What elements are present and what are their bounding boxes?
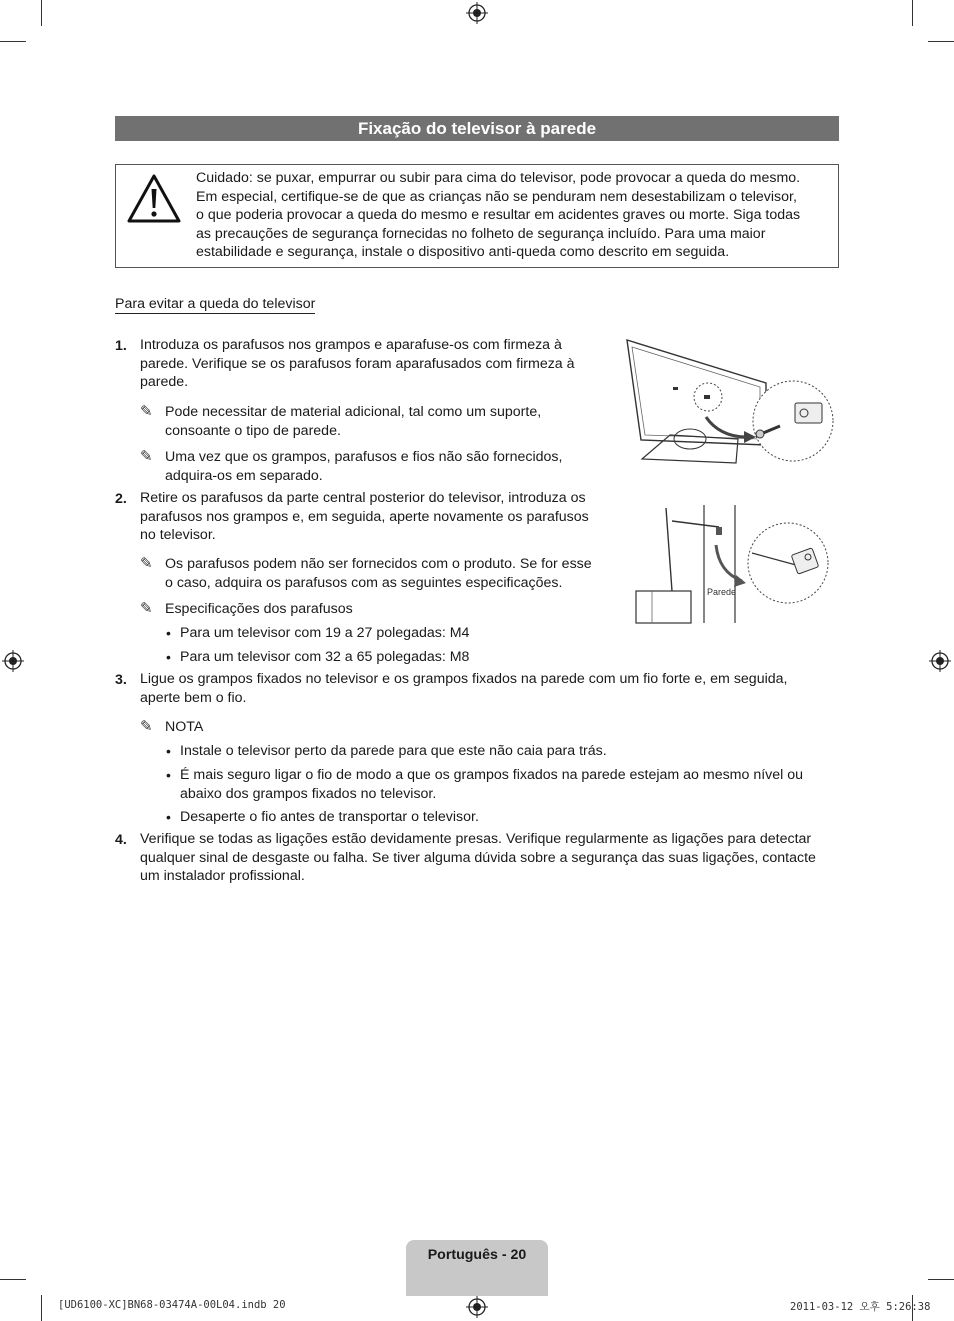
- note-text: Uma vez que os grampos, parafusos e fios não são fornecidos, adquira-os em separado.: [165, 449, 563, 484]
- warning-icon: [126, 173, 182, 225]
- bullet: •: [166, 809, 171, 825]
- subheading: Para evitar a queda do televisor: [115, 296, 316, 312]
- step-text: Verifique se todas as ligações estão devidamente presas. Verifique regularmente as ligações para detectar qualquer sinal de desgaste ou falha. Se tiver alguma dúvida sobre a segurança das suas ligações, contacte um instalador profissional.: [140, 831, 816, 885]
- caution-text: [196, 169, 826, 262]
- pencil-note-icon: ✎: [140, 718, 153, 735]
- note-text: NOTA: [165, 719, 204, 735]
- step-number: 4.: [115, 832, 127, 848]
- bullet: •: [166, 625, 171, 641]
- step-text: Introduza os parafusos nos grampos e aparafuse-os com firmeza à parede. Verifique se os parafusos foram aparafusados com firmeza à parede.: [140, 337, 575, 391]
- bullet: •: [166, 649, 171, 665]
- step-number: 3.: [115, 672, 127, 688]
- bullet: •: [166, 743, 171, 759]
- caution-line: as precauções de segurança fornecidas no folheto de segurança incluído. Para uma maior: [196, 225, 766, 242]
- crop-mark: [41, 0, 42, 26]
- step-text: Retire os parafusos da parte central posterior do televisor, introduza os parafusos nos grampos e, em seguida, aperte novamente os parafusos no televisor.: [140, 490, 589, 544]
- registration-mark-icon: [466, 2, 488, 24]
- registration-mark-icon: [466, 1296, 488, 1318]
- caution-line: o que poderia provocar a queda do mesmo e resultar em acidentes graves ou morte. Siga todas: [196, 207, 801, 224]
- caution-label: Cuidado: [196, 170, 249, 186]
- registration-mark-icon: [2, 650, 24, 672]
- wall-label: Parede: [707, 587, 737, 597]
- list-item: Para um televisor com 19 a 27 polegadas: M4: [180, 625, 470, 641]
- pencil-note-icon: ✎: [140, 403, 153, 420]
- caution-line: estabilidade e segurança, instale o dispositivo anti-queda como descrito em seguida.: [196, 244, 730, 261]
- pencil-note-icon: ✎: [140, 555, 153, 572]
- caution-line: : se puxar, empurrar ou subir para cima do televisor, pode provocar a queda do mesmo.: [248, 170, 801, 186]
- list-item: Instale o televisor perto da parede para que este não caia para trás.: [180, 743, 607, 759]
- note-text: Especificações dos parafusos: [165, 601, 353, 617]
- crop-mark: [41, 1295, 42, 1321]
- step-text: Ligue os grampos fixados no televisor e os grampos fixados na parede com um fio forte e, em seguida, aperte bem o fio.: [140, 671, 788, 706]
- list-item: Para um televisor com 32 a 65 polegadas: M8: [180, 649, 470, 665]
- list-item: É mais seguro ligar o fio de modo a que os grampos fixados na parede estejam ao mesmo nível ou abaixo dos grampos fixados no televisor.: [180, 767, 804, 802]
- pencil-note-icon: ✎: [140, 600, 153, 617]
- caution-line: Em especial, certifique-se de que as crianças não se penduram nem desestabilizam o televisor,: [196, 188, 797, 205]
- pencil-note-icon: ✎: [140, 448, 153, 465]
- crop-mark: [0, 41, 26, 42]
- registration-mark-icon: [929, 650, 951, 672]
- tv-rear-clamp-illustration: [618, 335, 838, 470]
- crop-mark: [928, 41, 954, 42]
- step-number: 2.: [115, 491, 127, 507]
- print-slug-left: [UD6100-XC]BN68-03474A-00L04.indb 20: [58, 1299, 286, 1311]
- crop-mark: [912, 0, 913, 26]
- note-text: Os parafusos podem não ser fornecidos com o produto. Se for esse o caso, adquira os parafusos com as seguintes especificações.: [165, 556, 592, 591]
- list-item: Desaperte o fio antes de transportar o televisor.: [180, 809, 479, 825]
- print-slug-right: 2011-03-12 오후 5:26:38: [790, 1301, 931, 1313]
- crop-mark: [0, 1279, 26, 1280]
- tv-wall-cord-illustration: [634, 503, 834, 625]
- section-title: Fixação do televisor à parede: [115, 116, 839, 141]
- step-number: 1.: [115, 338, 127, 354]
- caution-box: [115, 164, 839, 268]
- crop-mark: [928, 1279, 954, 1280]
- bullet: •: [166, 767, 171, 783]
- page-number: Português - 20: [427, 1247, 527, 1263]
- note-text: Pode necessitar de material adicional, tal como um suporte, consoante o tipo de parede.: [165, 404, 542, 439]
